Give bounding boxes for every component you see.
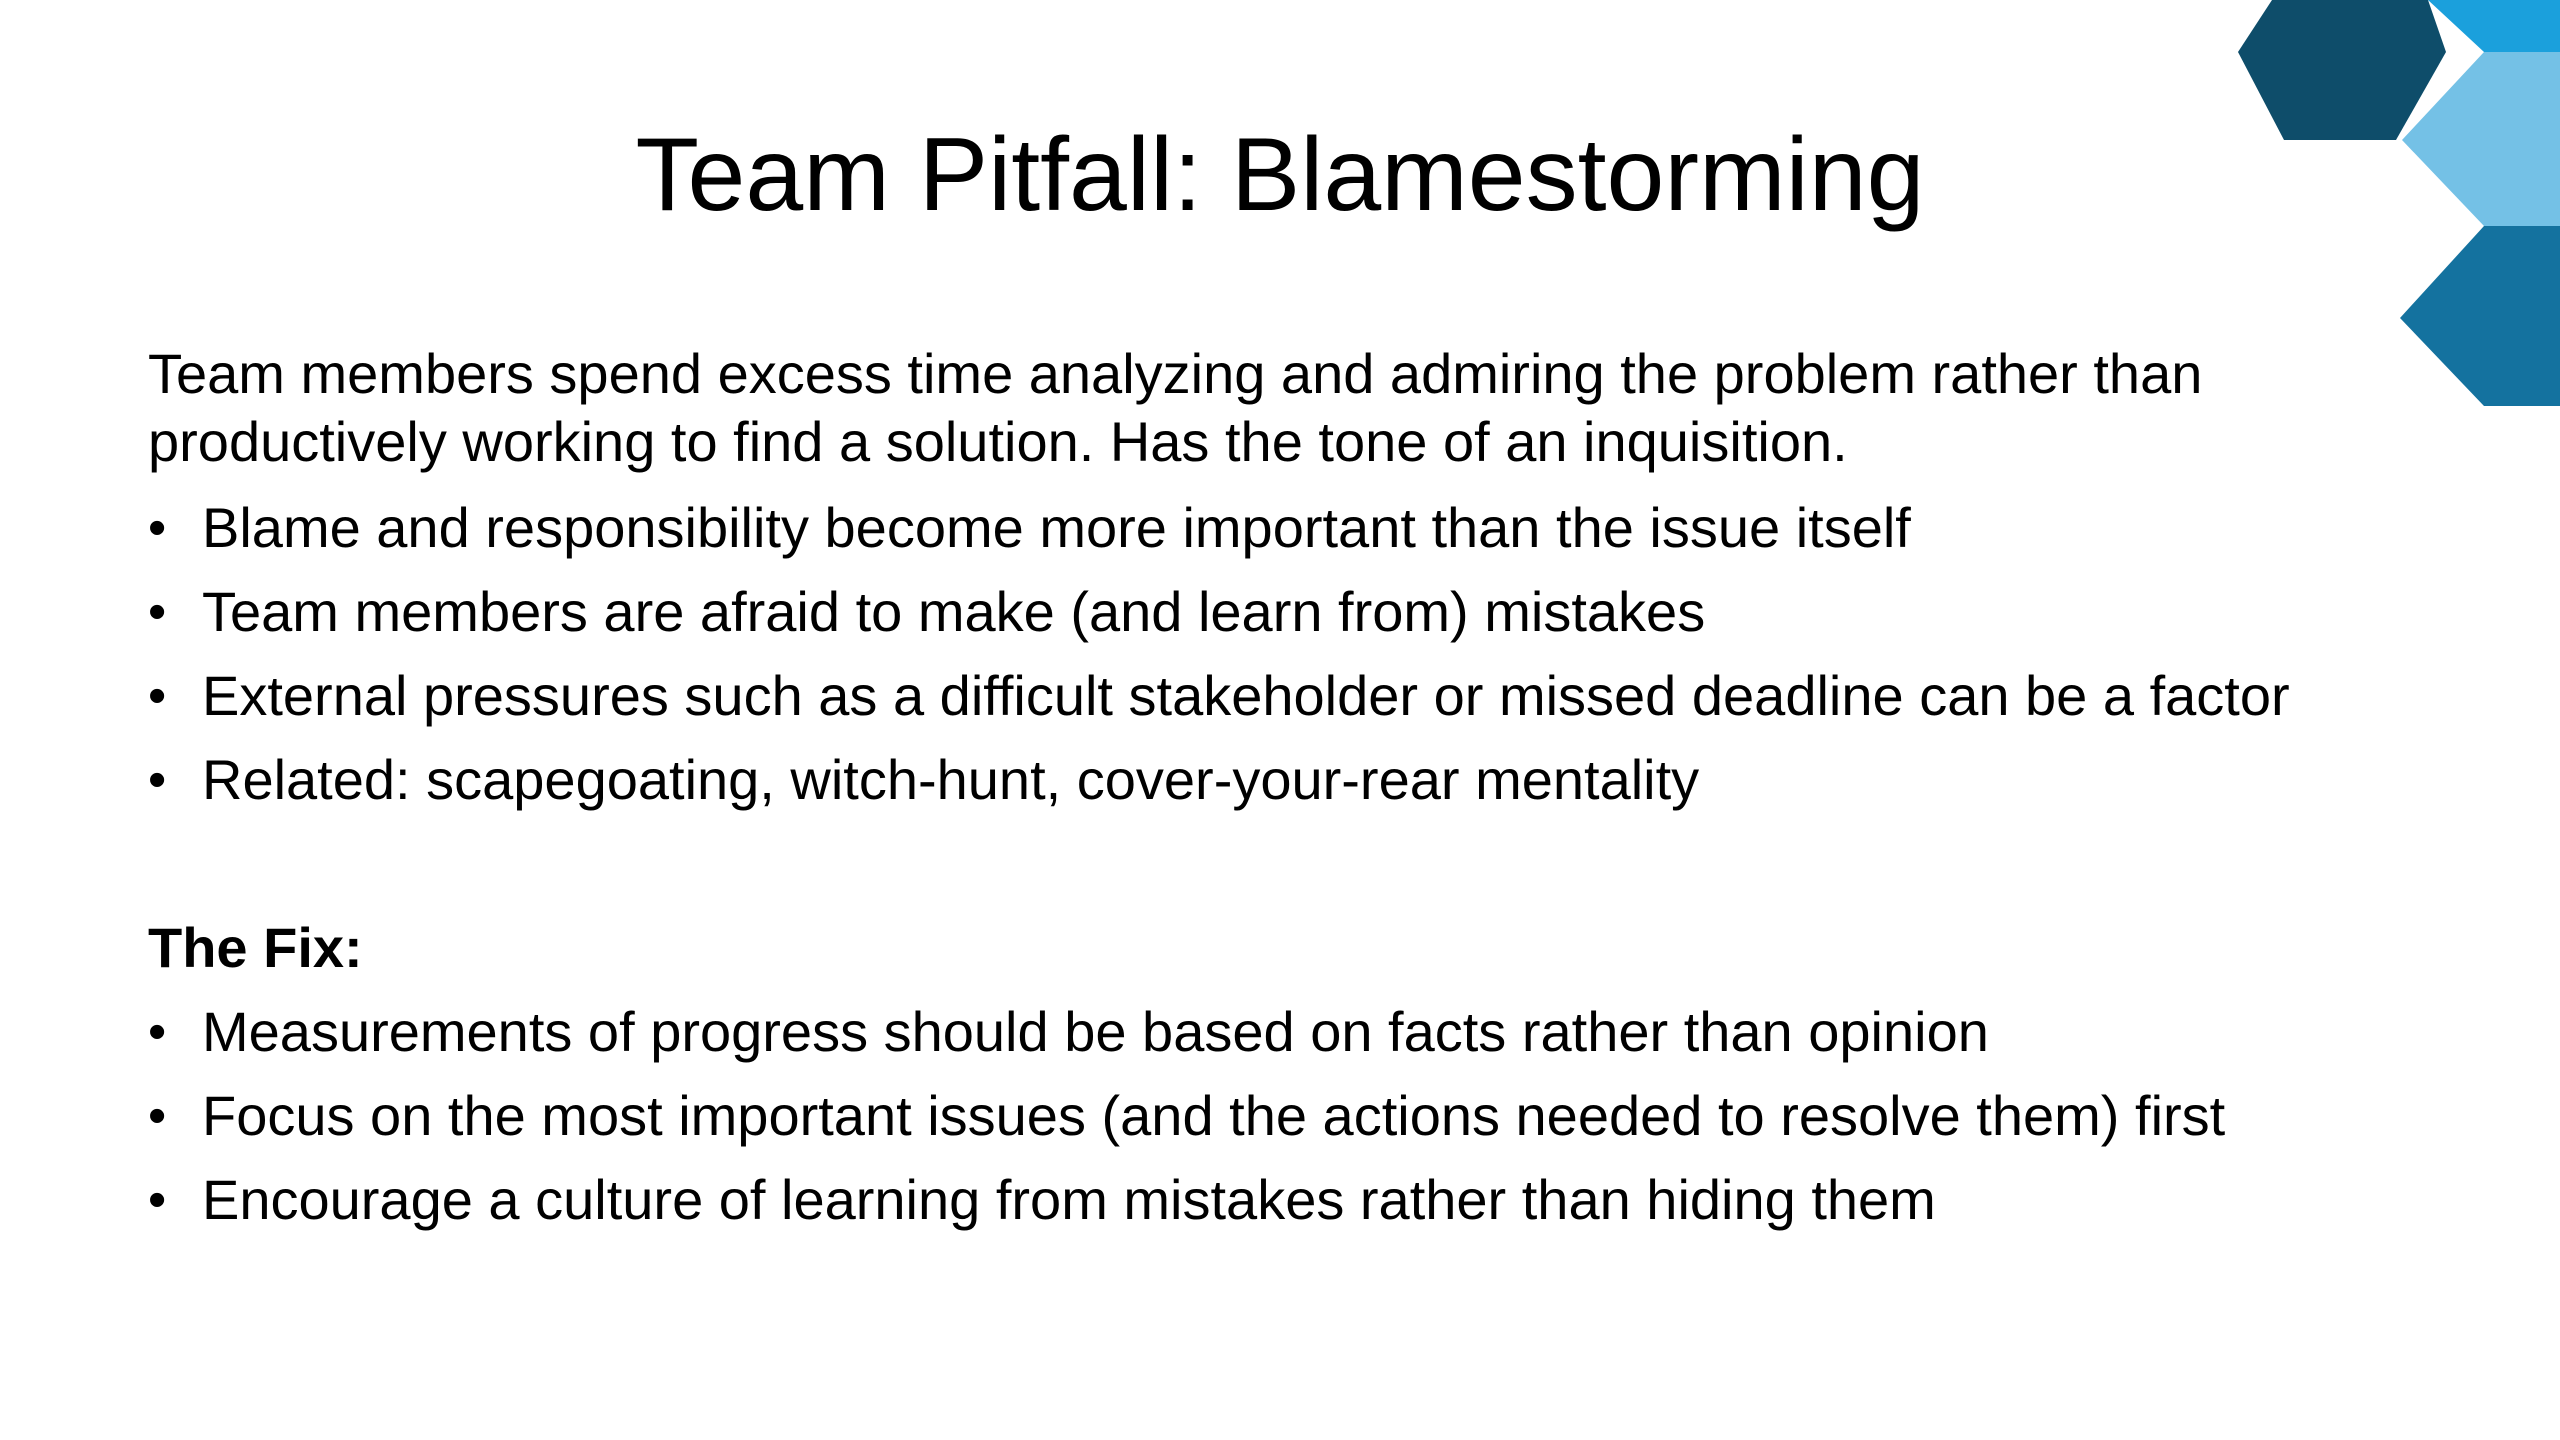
intro-paragraph: Team members spend excess time analyzing and admiring the problem rather than productively working to find a solution. Has the tone of an inquisition.: [148, 342, 2203, 473]
bullet-icon: •: [148, 751, 167, 809]
bullet-text: Blame and responsibility become more important than the issue itself: [202, 496, 1911, 559]
bullet-text: Team members are afraid to make (and learn from) mistakes: [202, 580, 1706, 643]
bullet-icon: •: [148, 499, 167, 557]
bullet-icon: •: [148, 1087, 167, 1145]
bullet-text: Encourage a culture of learning from mistakes rather than hiding them: [202, 1168, 1936, 1231]
fix-bullet-list: [148, 998, 2448, 1234]
slide-body: [148, 340, 2448, 1250]
hexagon-light-blue: [2428, 0, 2560, 52]
list-item: [148, 662, 2448, 730]
pitfall-bullet-list: [148, 494, 2448, 814]
bullet-text: External pressures such as a difficult stakeholder or missed deadline can be a factor: [202, 664, 2290, 727]
list-item: [148, 1166, 2448, 1234]
list-item: [148, 494, 2448, 562]
bullet-icon: •: [148, 667, 167, 725]
bullet-icon: •: [148, 583, 167, 641]
bullet-icon: •: [148, 1003, 167, 1061]
list-item: [148, 746, 2448, 814]
section-spacer: [148, 830, 2448, 914]
slide-title: Team Pitfall: Blamestorming: [635, 117, 1925, 233]
fix-heading: The Fix:: [148, 916, 363, 979]
list-item: [148, 578, 2448, 646]
bullet-text: Measurements of progress should be based on facts rather than opinion: [202, 1000, 1989, 1063]
list-item: [148, 1082, 2448, 1150]
bullet-text: Focus on the most important issues (and the actions needed to resolve them) first: [202, 1084, 2226, 1147]
list-item: [148, 998, 2448, 1066]
bullet-icon: •: [148, 1171, 167, 1229]
bullet-text: Related: scapegoating, witch-hunt, cover-your-rear mentality: [202, 748, 1700, 811]
